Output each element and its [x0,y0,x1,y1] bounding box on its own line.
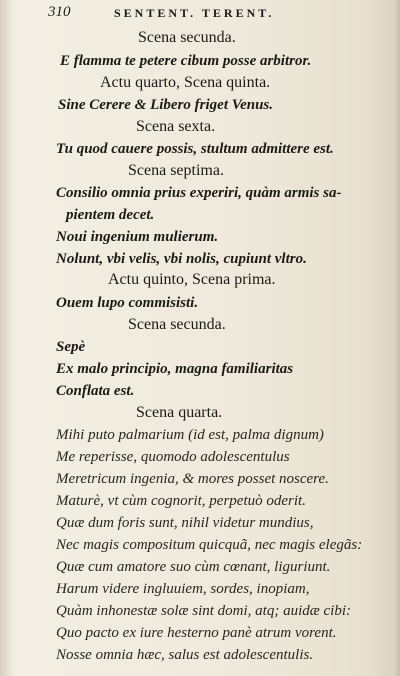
sentence-line: Ex malo principio, magna familiaritas [56,361,294,377]
sentence-line: pientem decet. [66,207,155,223]
scene-heading: Scena septima. [128,162,224,179]
sentence-line: Mihi puto palmarium (id est, palma dignum) [56,427,324,443]
sentence-line: Nosse omnia hæc, salus est adolescentulis. [56,647,314,663]
act-scene-heading: Actu quinto, Scena prima. [108,271,276,288]
sentence-line: Quæ cum amatore suo cùm cœnant, liguriunt. [56,559,331,575]
sentence-line: Nec magis compositum quicquã, nec magis elegãs: [56,537,363,553]
page-number: 310 [48,4,71,20]
sentence-line: Consilio omnia prius experiri, quàm armis sa- [56,185,342,201]
running-title: SENTENT. TERENT. [114,6,275,20]
page-gutter-shadow [0,0,14,676]
page-header [48,4,348,24]
scene-heading: Scena secunda. [128,316,226,333]
sentence-line: Quæ dum foris sunt, nihil videtur mundius, [56,515,314,531]
sentence-line: Meretricum ingenia, & mores posset noscere. [56,471,329,487]
sentence-line: Maturè, vt cùm cognorit, perpetuò oderit. [56,493,306,509]
scene-heading: Scena sexta. [136,118,216,135]
sentence-line: Quàm inhonestæ solæ sint domi, atq; auidæ cibi: [56,603,352,619]
sentence-line: Tu quod cauere possis, stultum admittere est. [56,141,334,157]
scene-heading: Scena secunda. [138,29,236,46]
sentence-line: E flamma te petere cibum posse arbitror. [60,53,312,69]
scene-heading: Scena quarta. [136,404,223,421]
page-edge-shadow [394,0,400,676]
sentence-line: Me reperisse, quomodo adolescentulus [56,449,290,465]
sentence-line: Conflata est. [56,383,135,399]
sentence-line: Quo pacto ex iure hesterno panè atrum vorent. [56,625,337,641]
sentence-line: Harum videre ingluuiem, sordes, inopiam, [56,581,310,597]
sentence-line: Noui ingenium mulierum. [56,229,219,245]
sentence-line: Sepè [56,339,86,355]
act-scene-heading: Actu quarto, Scena quinta. [100,74,271,91]
sentence-line: Sine Cerere & Libero friget Venus. [58,97,274,113]
sentence-line: Ouem lupo commisisti. [56,295,199,311]
sentence-line: Nolunt, vbi velis, vbi nolis, cupiunt vltro. [56,251,307,267]
